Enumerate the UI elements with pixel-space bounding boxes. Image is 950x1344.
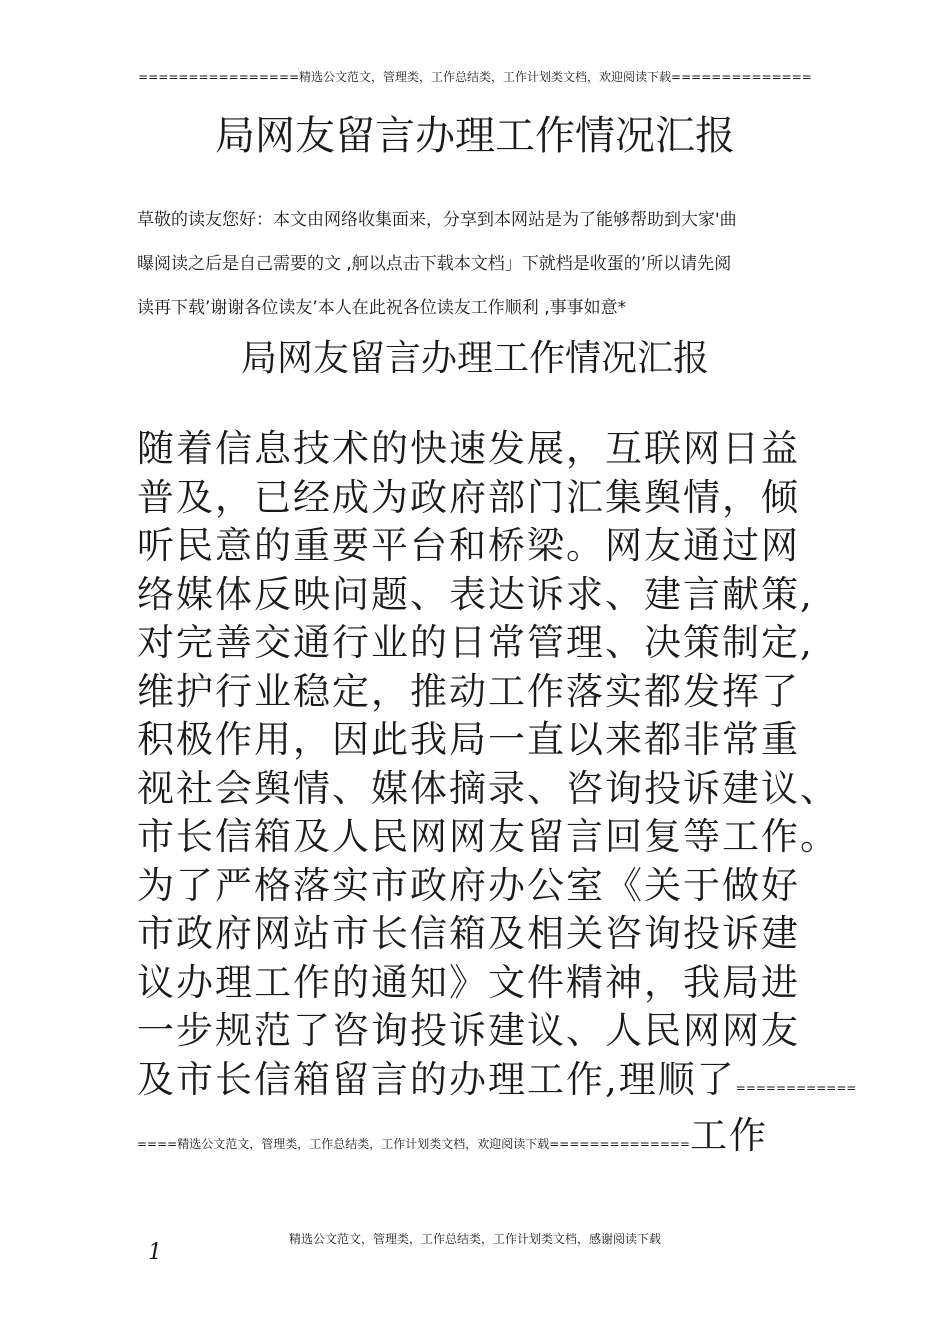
notice-line: 草敬的读友您好：本文由网络收集面来，分享到本网站是为了能够帮助到大家'曲 [137, 210, 737, 230]
body-line [137, 1056, 857, 1113]
body-line: 普及，已经成为政府部门汇集舆情，倾 [137, 475, 800, 519]
body-line: 听民意的重要平台和桥梁。网友通过网 [137, 524, 800, 567]
header-banner: ================精选公文范文，管理类，工作总结类，工作计划类文档，欢迎阅读下载============== [138, 70, 812, 84]
notice-line: 读再下载’谢谢各位读友’本人在此祝各位读友工作顺利 ,事事如意* [137, 298, 627, 318]
body-line-text: 工作 [690, 1114, 768, 1157]
document-subtitle: 局网友留言办理工作情况汇报 [240, 338, 709, 379]
footer-note: 精选公文范文，管理类，工作总结类，工作计划类文档，感谢阅读下载 [288, 1232, 661, 1246]
body-line: 对完善交通行业的日常管理、决策制定, [137, 621, 814, 664]
inline-banner: ============ [735, 1080, 857, 1095]
body-text [137, 425, 857, 1169]
reader-notice [137, 198, 827, 330]
body-line: 议办理工作的通知》文件精神，我局进 [137, 960, 800, 1004]
notice-line: 曝阅读之后是自己需要的文 ,舸以点击下载本文档」下就档是收蛋的’所以请先阅 [137, 254, 732, 274]
document-title: 局网友留言办理工作情况汇报 [215, 113, 735, 159]
body-line: 市政府网站市长信箱及相关咨询投诉建 [137, 912, 800, 955]
inline-banner: ====精选公文范文，管理类，工作总结类，工作计划类文档，欢迎阅读下载============== [137, 1137, 690, 1151]
body-line: 为了严格落实市政府办公室《关于做好 [137, 863, 800, 907]
body-line: 随着信息技术的快速发展，互联网日益 [137, 427, 800, 470]
body-line: 一步规范了咨询投诉建议、人民网网友 [137, 1009, 800, 1052]
body-line-text: 及市长信箱留言的办理工作,理顺了 [137, 1057, 736, 1101]
body-line: 维护行业稳定，推动工作落实都发挥了 [137, 669, 800, 713]
body-line: 络媒体反映问题、表达诉求、建言献策, [137, 572, 814, 616]
body-line: 积极作用，因此我局一直以来都非常重 [137, 718, 800, 761]
body-line: 视社会舆情、媒体摘录、咨询投诉建议、 [137, 766, 839, 810]
body-line: 市长信箱及人民网网友留言回复等工作。 [137, 815, 839, 858]
body-line [137, 1112, 857, 1169]
page-number: 1 [148, 1240, 162, 1265]
